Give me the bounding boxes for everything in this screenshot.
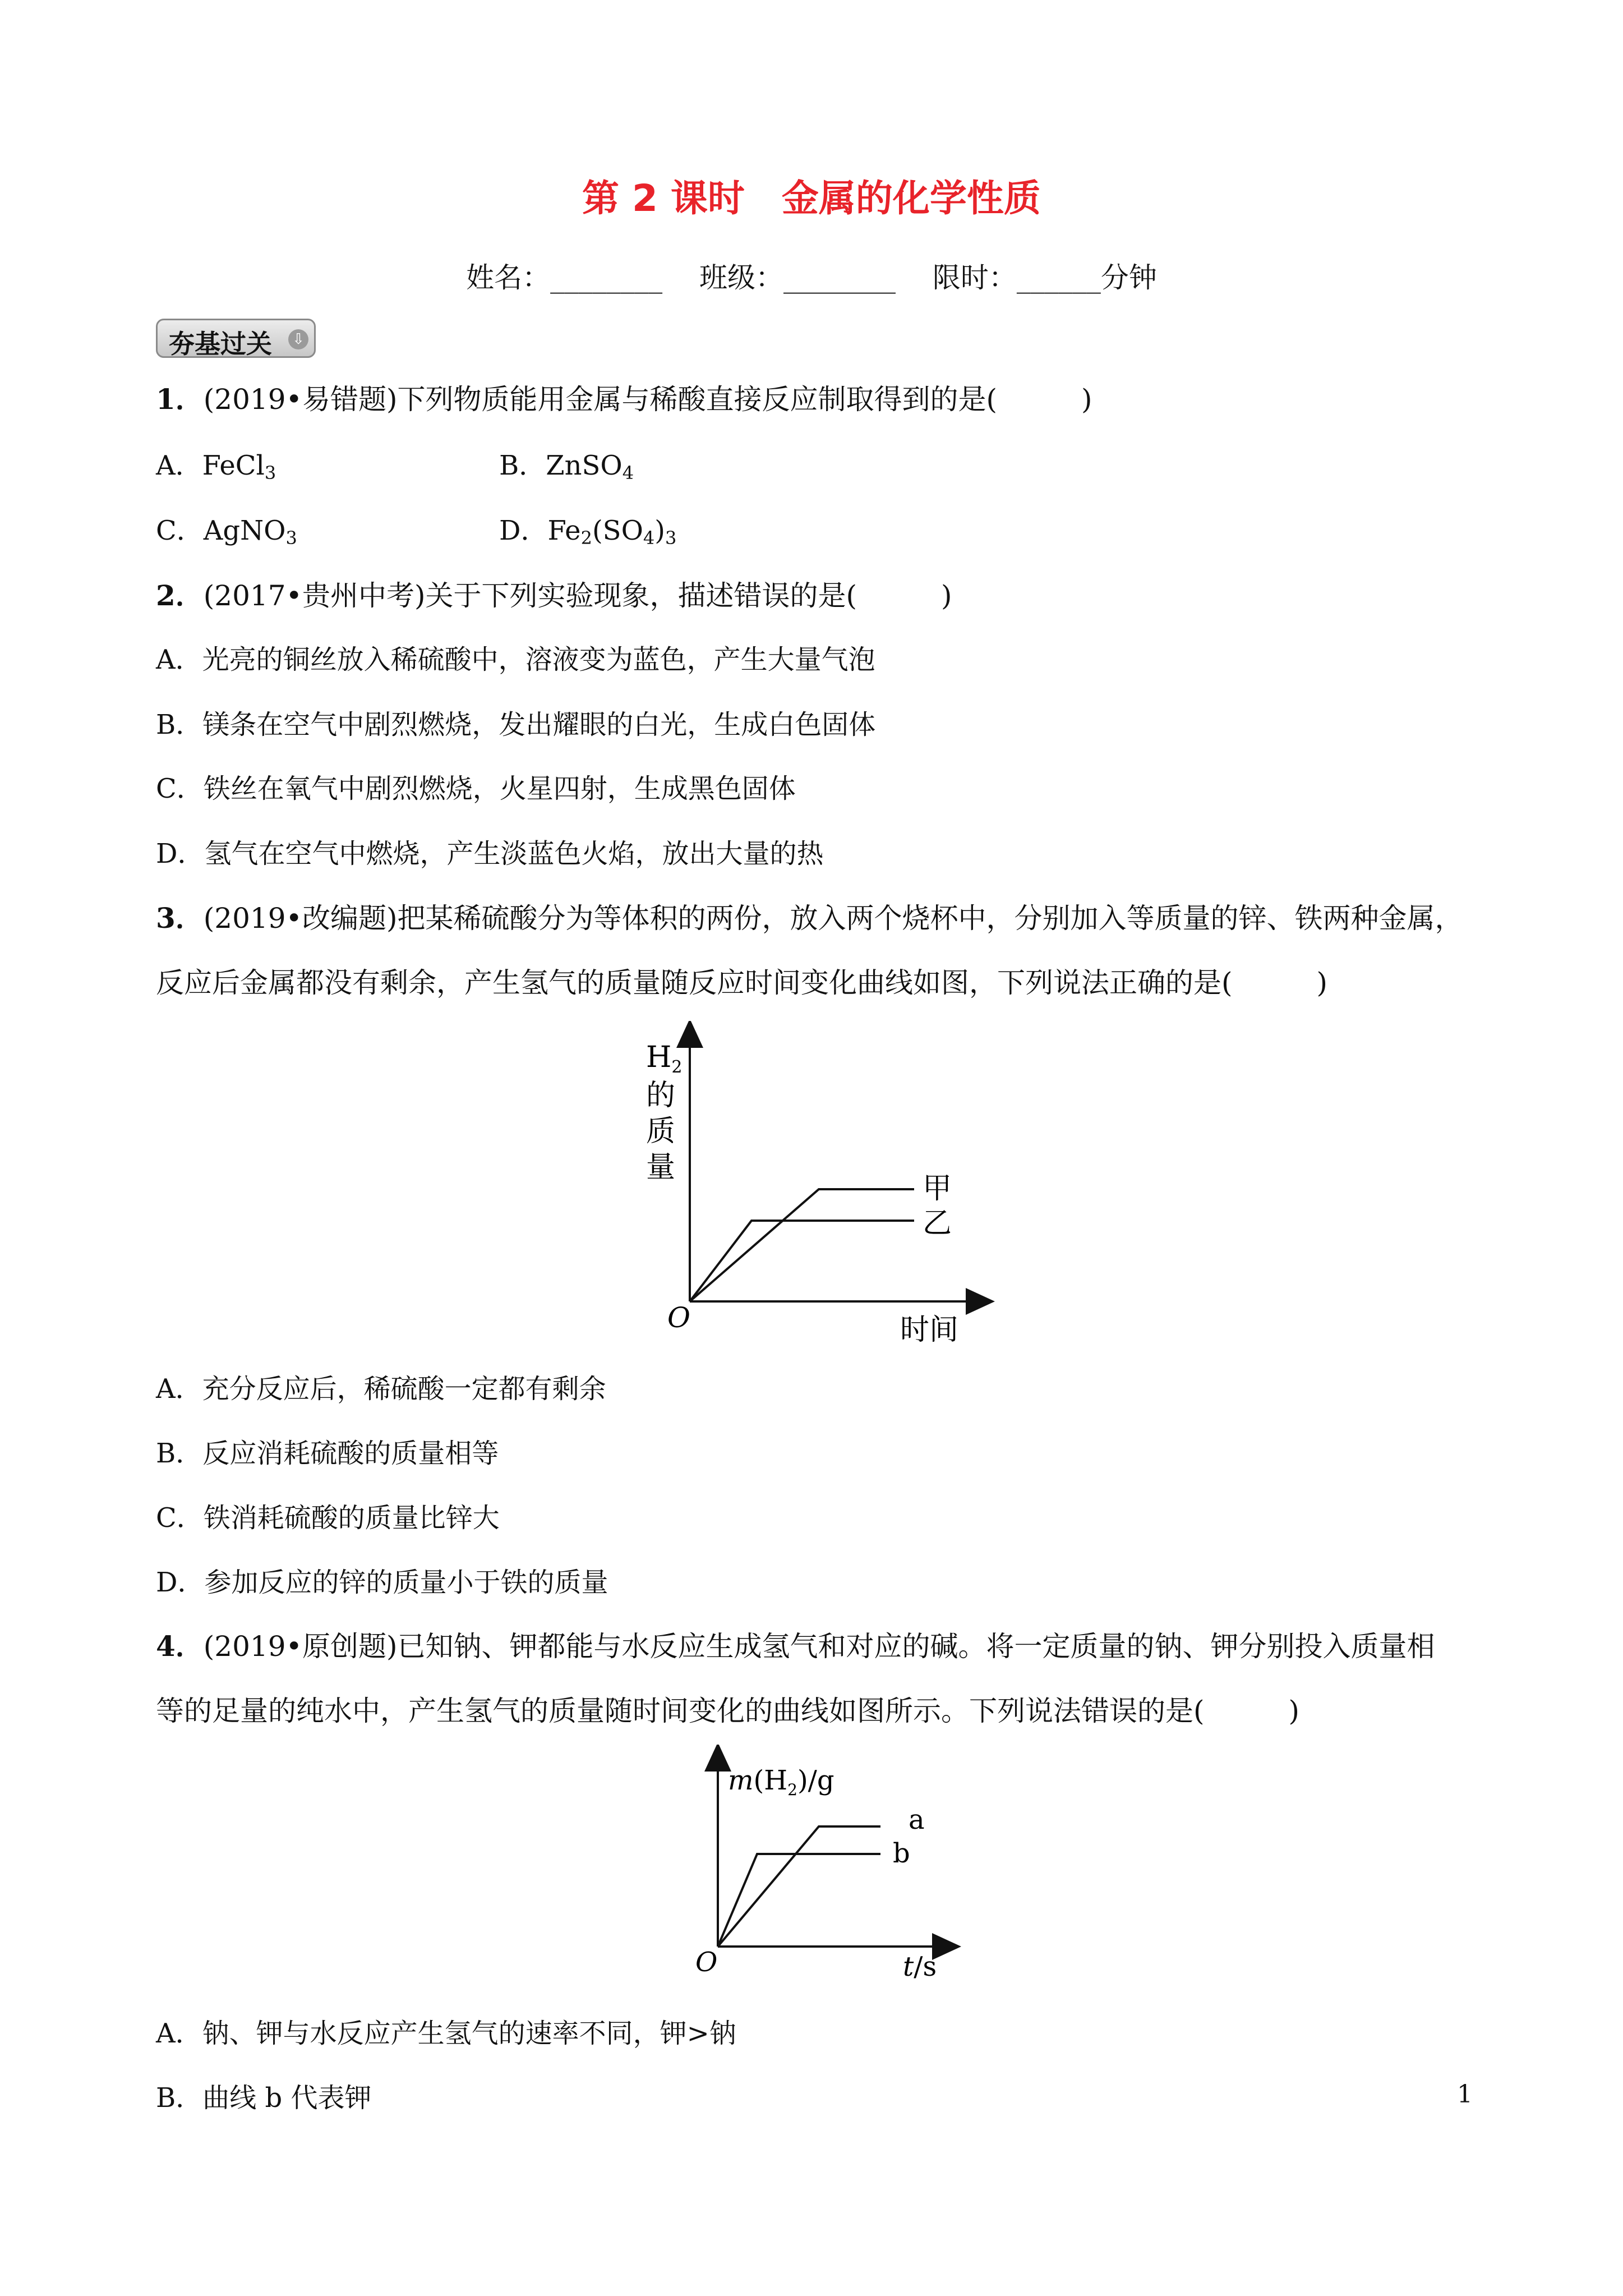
y-axis-label-h: H2 bbox=[646, 1041, 683, 1077]
option-formula: Fe bbox=[547, 515, 581, 546]
option-formula: (SO bbox=[592, 515, 643, 546]
option-label: D． bbox=[499, 515, 548, 546]
question-3-text-1: (2019•改编题)把某稀硫酸分为等体积的两份，放入两个烧杯中，分别加入等质量的锌、铁两种金属， bbox=[203, 902, 1463, 935]
y-axis-label-zhi: 质 bbox=[646, 1115, 676, 1148]
chevron-down-icon: ⇩ bbox=[288, 329, 308, 349]
question-3-option-c: C．铁消耗硫酸的质量比锌大 bbox=[156, 1502, 500, 1534]
option-formula: ) bbox=[654, 515, 666, 546]
series-label-jia: 甲 bbox=[923, 1172, 952, 1205]
question-3-option-b: B．反应消耗硫酸的质量相等 bbox=[156, 1438, 499, 1469]
option-label: A． bbox=[156, 450, 202, 481]
student-info-row: 姓名：________ 班级：________ 限时：______分钟 bbox=[466, 261, 1157, 294]
x-axis-label: 时间 bbox=[900, 1313, 959, 1346]
x-axis-label: t/s bbox=[903, 1951, 937, 1982]
question-1-option-d bbox=[499, 514, 676, 547]
question-4-option-a: A．钠、钾与水反应产生氢气的速率不同，钾>钠 bbox=[156, 2018, 736, 2049]
question-4-number: 4． bbox=[156, 1630, 204, 1663]
question-4-stem-line1 bbox=[156, 1630, 1435, 1663]
question-3-number: 3． bbox=[156, 901, 204, 935]
formula-subscript: 3 bbox=[264, 462, 276, 484]
question-4-stem-line2: 等的足量的纯水中，产生氢气的质量随时间变化的曲线如图所示。下列说法错误的是( ) bbox=[156, 1695, 1300, 1727]
curve-yi bbox=[690, 1221, 914, 1301]
series-label-yi: 乙 bbox=[923, 1207, 952, 1240]
option-formula: ZnSO bbox=[546, 450, 623, 481]
option-formula: FeCl bbox=[202, 450, 265, 481]
origin-label: O bbox=[667, 1301, 690, 1334]
question-3-figure bbox=[617, 1021, 1009, 1346]
y-axis-label-de: 的 bbox=[646, 1079, 676, 1112]
formula-subscript: 4 bbox=[622, 462, 634, 484]
question-2-option-d: D．氢气在空气中燃烧，产生淡蓝色火焰，放出大量的热 bbox=[156, 838, 824, 869]
question-1-option-c bbox=[156, 514, 297, 547]
formula-subscript: 4 bbox=[643, 527, 655, 549]
question-1-option-a bbox=[156, 449, 276, 482]
question-2-number: 2． bbox=[156, 579, 204, 612]
series-label-b: b bbox=[893, 1838, 910, 1869]
question-3-stem-line2: 反应后金属都没有剩余，产生氢气的质量随反应时间变化曲线如图，下列说法正确的是( ) bbox=[156, 967, 1328, 999]
question-1-option-b bbox=[499, 449, 634, 482]
question-4-figure bbox=[684, 1745, 976, 1991]
formula-subscript: 2 bbox=[580, 527, 592, 549]
question-1-number: 1． bbox=[156, 383, 204, 416]
page-number: 1 bbox=[1457, 2080, 1473, 2109]
option-formula: AgNO bbox=[203, 515, 286, 546]
question-1-text: (2019•易错题)下列物质能用金属与稀酸直接反应制取得到的是( ) bbox=[203, 383, 1092, 416]
question-2-option-c: C．铁丝在氧气中剧烈燃烧，火星四射，生成黑色固体 bbox=[156, 773, 796, 804]
question-3-option-d: D．参加反应的锌的质量小于铁的质量 bbox=[156, 1567, 608, 1598]
formula-subscript: 3 bbox=[665, 527, 677, 549]
y-axis-label-liang: 量 bbox=[646, 1151, 676, 1184]
page-title: 第 2 课时 金属的化学性质 bbox=[582, 177, 1041, 220]
question-2-option-b: B．镁条在空气中剧烈燃烧，发出耀眼的白光，生成白色固体 bbox=[156, 709, 876, 740]
origin-label: O bbox=[695, 1947, 718, 1978]
question-2-stem bbox=[156, 579, 952, 613]
series-label-a: a bbox=[909, 1804, 925, 1835]
section-badge-label: 夯基过关 bbox=[169, 329, 272, 359]
section-badge bbox=[156, 319, 316, 358]
question-3-stem-line1 bbox=[156, 901, 1463, 935]
option-label: B． bbox=[499, 450, 546, 481]
option-label: C． bbox=[156, 515, 204, 546]
question-1-stem bbox=[156, 383, 1092, 416]
question-4-text-1: (2019•原创题)已知钠、钾都能与水反应生成氢气和对应的碱。将一定质量的钠、钾分别投入质量相 bbox=[203, 1630, 1435, 1663]
question-2-text: (2017•贵州中考)关于下列实验现象，描述错误的是( ) bbox=[203, 579, 952, 612]
question-3-option-a: A．充分反应后，稀硫酸一定都有剩余 bbox=[156, 1373, 606, 1405]
curve-jia bbox=[690, 1189, 914, 1301]
y-axis-label: $m(H_2)/g$ bbox=[728, 1765, 834, 1799]
formula-subscript: 3 bbox=[285, 527, 297, 549]
question-4-option-b: B．曲线 b 代表钾 bbox=[156, 2082, 372, 2114]
curve-b bbox=[718, 1854, 880, 1947]
question-2-option-a: A．光亮的铜丝放入稀硫酸中，溶液变为蓝色，产生大量气泡 bbox=[156, 644, 875, 675]
